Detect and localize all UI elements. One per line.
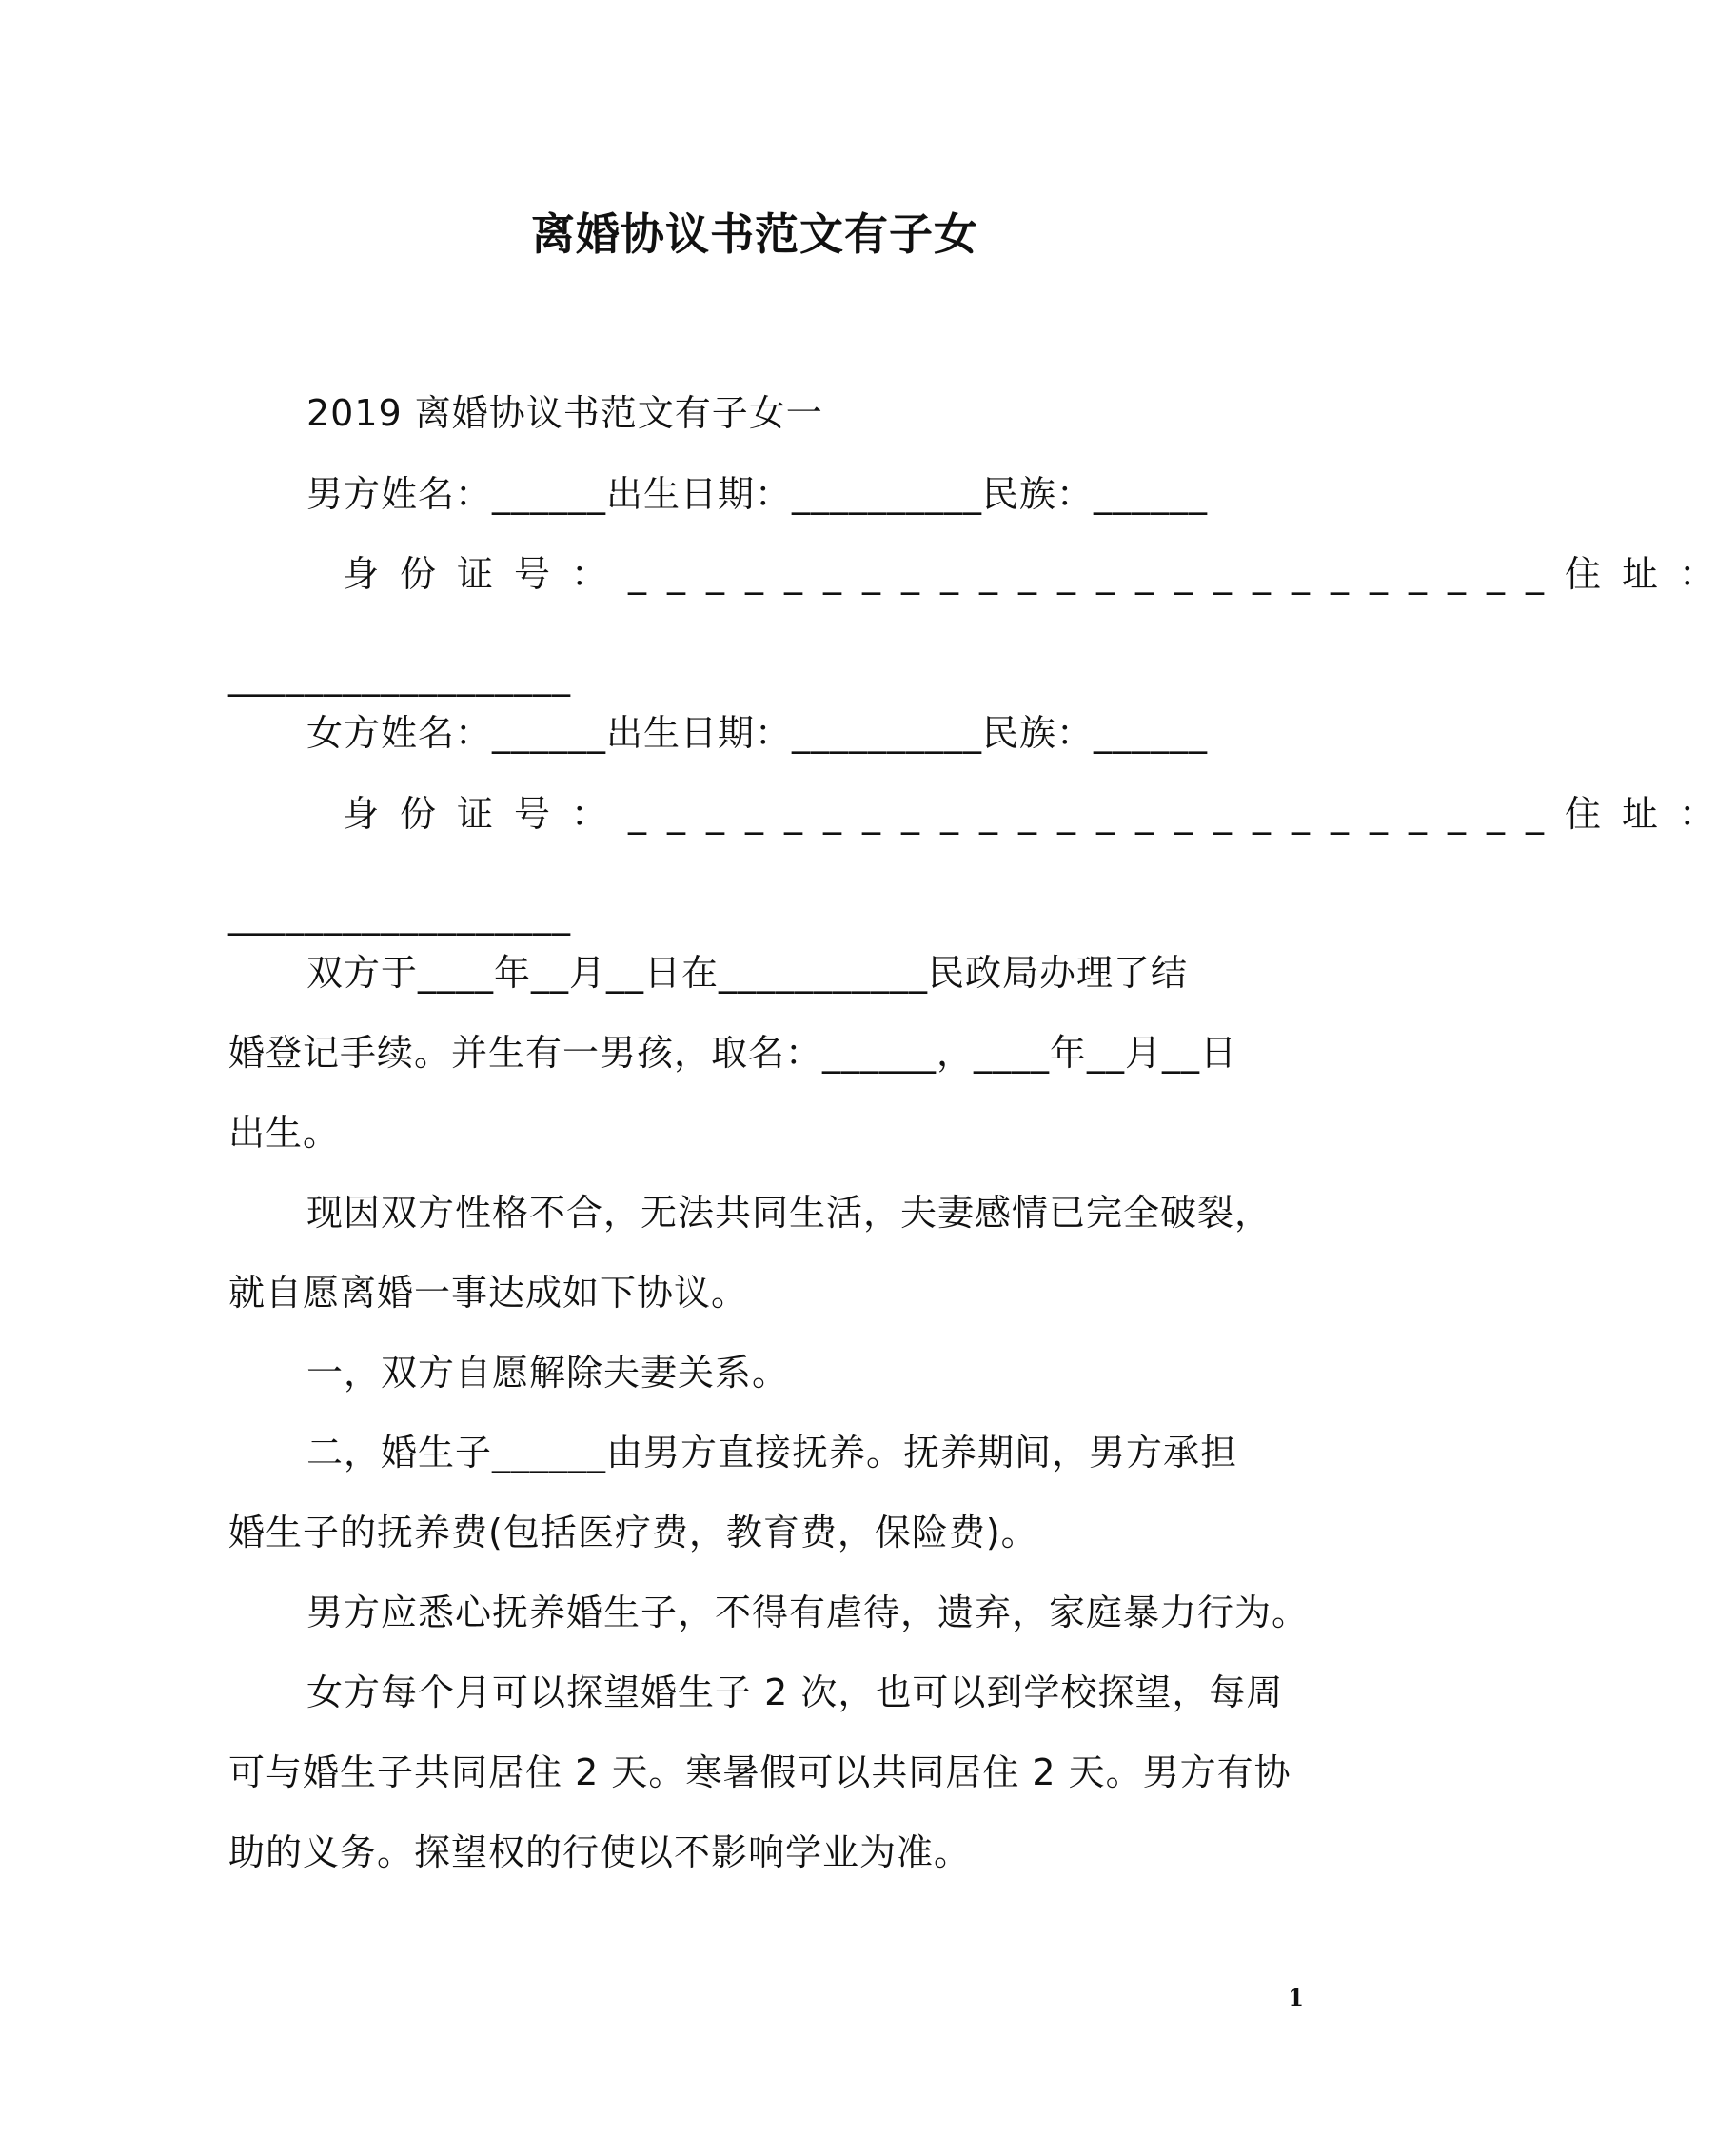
visitation-line-1: 女方每个月可以探望婚生子 2 次，也可以到学校探望，每周 xyxy=(306,1671,1284,1713)
child-birth-line: 出生。 xyxy=(228,1112,341,1154)
article-two-line-1: 二，婚生子______由男方直接抚养。抚养期间，男方承担 xyxy=(306,1432,1238,1473)
article-two-line-2: 婚生子的抚养费(包括医疗费，教育费，保险费)。 xyxy=(228,1512,1038,1553)
male-id-address-line: 身份证号：________________________住址： xyxy=(343,553,1736,595)
female-address-blank: __________________ xyxy=(228,894,571,936)
page-number: 1 xyxy=(1288,1984,1304,2011)
reason-line-1: 现因双方性格不合，无法共同生活，夫妻感情已完全破裂， xyxy=(306,1192,1272,1234)
marriage-registration-line: 双方于____年__月__日在___________民政局办理了结 xyxy=(306,952,1189,994)
male-info-line: 男方姓名：______出生日期：__________民族：______ xyxy=(306,473,1209,515)
visitation-line-2: 可与婚生子共同居住 2 天。寒暑假可以共同居住 2 天。男方有协 xyxy=(228,1751,1292,1793)
reason-line-2: 就自愿离婚一事达成如下协议。 xyxy=(228,1272,749,1314)
document-title: 离婚协议书范文有子女 xyxy=(531,208,978,260)
subtitle-line: 2019 离婚协议书范文有子女一 xyxy=(306,392,823,434)
male-address-blank: __________________ xyxy=(228,655,571,697)
female-info-line: 女方姓名：______出生日期：__________民族：______ xyxy=(306,712,1209,754)
visitation-line-3: 助的义务。探望权的行使以不影响学业为准。 xyxy=(228,1831,972,1873)
female-id-address-line: 身份证号：________________________住址： xyxy=(343,793,1736,835)
male-duty-line: 男方应悉心抚养婚生子，不得有虐待，遗弃，家庭暴力行为。 xyxy=(306,1592,1310,1633)
child-info-line: 婚登记手续。并生有一男孩，取名：______，____年__月__日 xyxy=(228,1032,1238,1074)
article-one: 一，双方自愿解除夫妻关系。 xyxy=(306,1352,790,1394)
